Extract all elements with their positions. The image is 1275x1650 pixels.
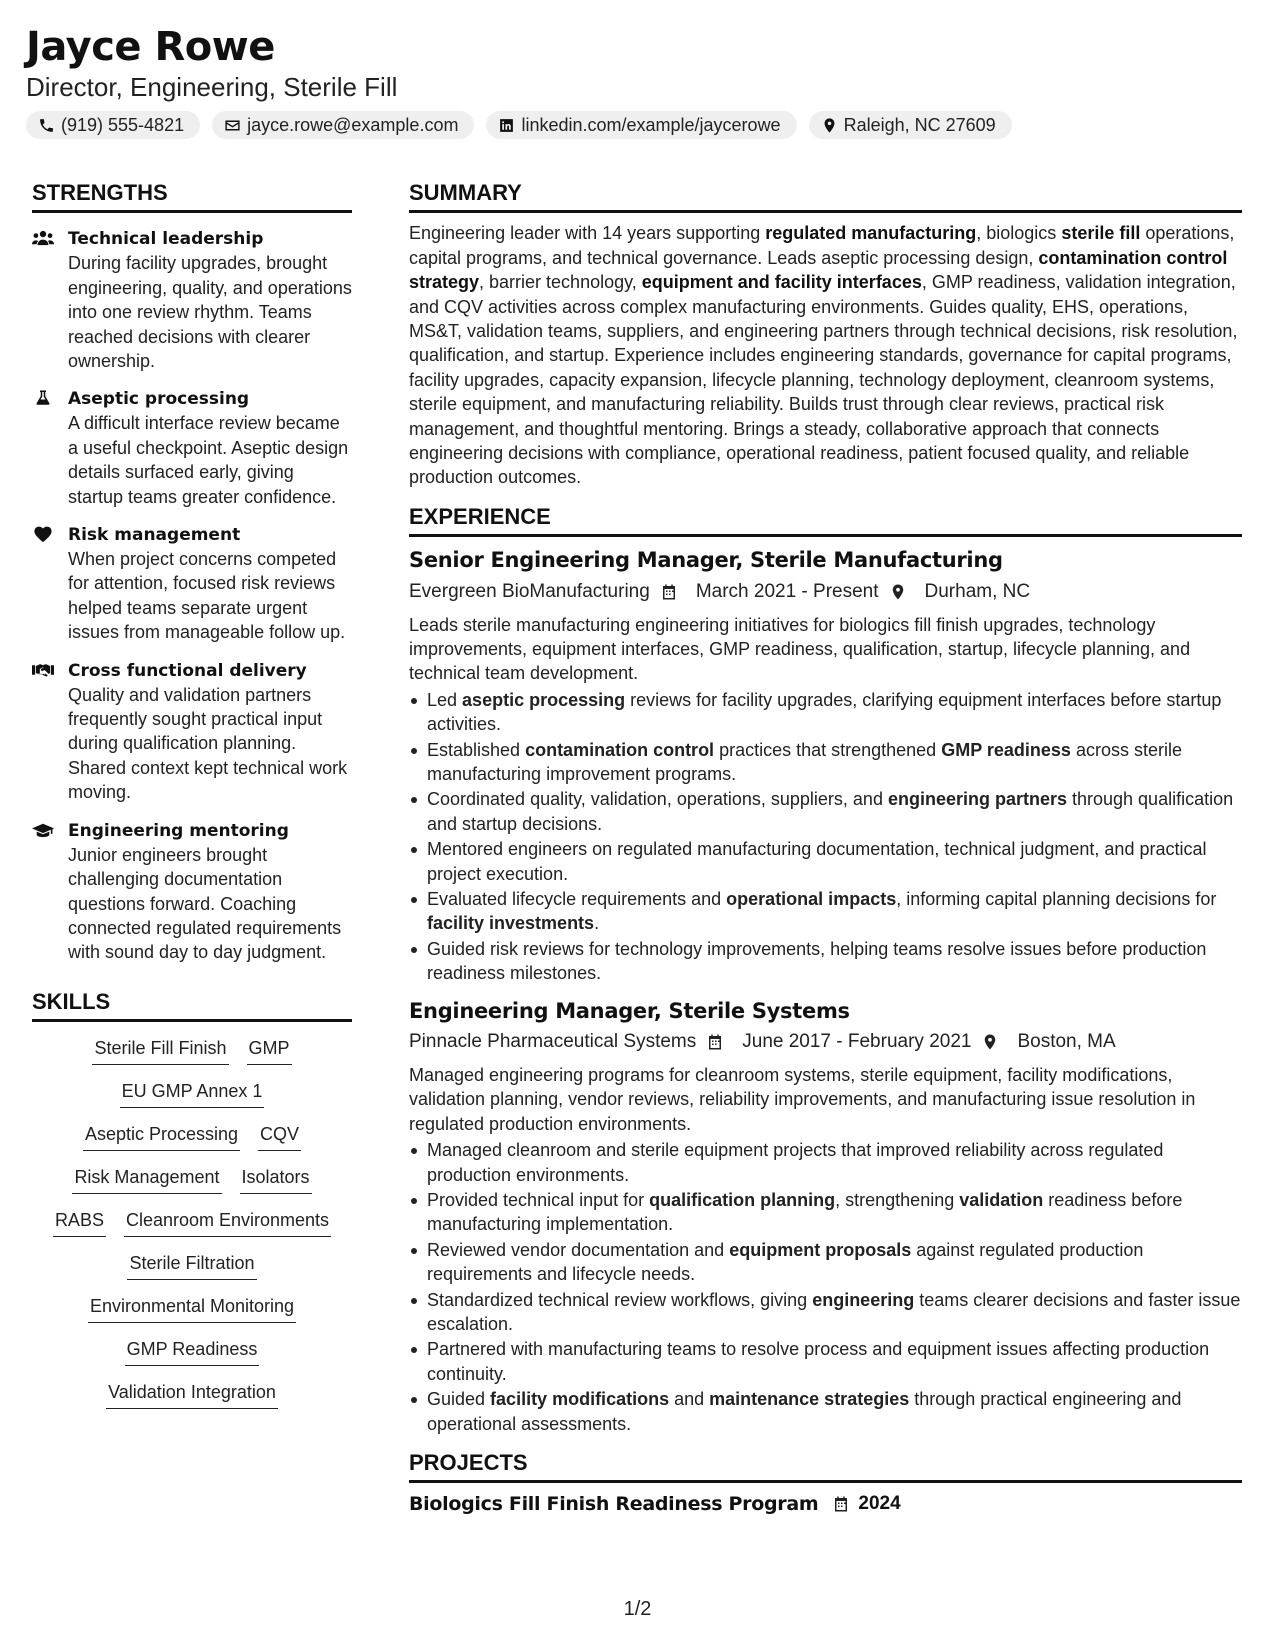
job-bullet: Led aseptic processing reviews for facility upgrades, clarifying equipment interfaces before startup activities. (409, 688, 1242, 737)
summary-text: Engineering leader with 14 years supporting regulated manufacturing, biologics sterile fill operations, capital programs, and technical governance. Leads aseptic processing design, contamination control strategy, barrier technology, equipment and facility interfaces, GMP readiness, validation integration, and CQV activities across complex manufacturing environments. Guides quality, EHS, operations, MS&T, validation teams, suppliers, and engineering partners through technical decisions, risk resolution, qualification, and startup. Experience includes engineering standards, governance for capital programs, facility upgrades, capacity expansion, lifecycle planning, technology deployment, cleanroom systems, sterile equipment, and manufacturing reliability. Builds trust through clear reviews, practical risk management, and thoughtful mentoring. Brings a steady, collaborative approach that connects engineering decisions with compliance, operational readiness, patient focused quality, and reliable production outcomes. (409, 223, 1238, 488)
strength-title: Aseptic processing (68, 389, 250, 410)
skill-tag: Environmental Monitoring (88, 1294, 296, 1323)
skill-tag: Sterile Fill Finish (92, 1036, 228, 1065)
job-company: Pinnacle Pharmaceutical Systems (409, 1030, 697, 1052)
job-bullet: Established contamination control practices that strengthened GMP readiness across sterile manufacturing improvement programs. (409, 738, 1242, 787)
skill-tag: Sterile Filtration (127, 1251, 256, 1280)
job-description: Leads sterile manufacturing engineering initiatives for biologics fill finish upgrades, technology improvements, equipment interfaces, GMP readiness, qualification, startup, lifecycle planning, and technical team development. (409, 614, 1191, 684)
job-entry (409, 547, 1242, 985)
email-text: jayce.rowe@example.com (247, 114, 459, 135)
job-title: Senior Engineering Manager, Sterile Manufacturing (409, 548, 1003, 573)
graduation-cap-icon (32, 821, 54, 839)
users-icon (32, 229, 54, 247)
job-meta (409, 1029, 1242, 1055)
skill-tag: RABS (53, 1208, 106, 1237)
phone-text: (919) 555-4821 (61, 114, 185, 135)
calendar-icon (706, 1033, 724, 1051)
job-entry (409, 998, 1242, 1436)
calendar-icon (660, 583, 678, 601)
job-bullet: Guided risk reviews for technology improvements, helping teams resolve issues before production readiness milestones. (409, 937, 1242, 986)
strength-item (32, 523, 352, 645)
skill-tag: Validation Integration (106, 1380, 278, 1409)
location-text: Raleigh, NC 27609 (843, 114, 996, 135)
strength-text: Quality and validation partners frequently sought practical input during qualification planning. Shared context kept technical work moving. (68, 684, 348, 803)
project-year: 2024 (858, 1493, 901, 1515)
skill-tag: EU GMP Annex 1 (120, 1079, 265, 1108)
project-name: Biologics Fill Finish Readiness Program (409, 1493, 819, 1516)
project-entry (409, 1493, 1242, 1515)
summary-heading: SUMMARY (409, 180, 1242, 213)
job-company: Evergreen BioManufacturing (409, 580, 650, 602)
contact-location[interactable] (809, 111, 1012, 139)
skills-list (32, 1036, 352, 1409)
strength-title: Cross functional delivery (68, 660, 307, 681)
job-bullet: Coordinated quality, validation, operations, suppliers, and engineering partners through qualification and startup decisions. (409, 787, 1242, 836)
job-dates: March 2021 - Present (695, 580, 879, 602)
job-bullet: Evaluated lifecycle requirements and operational impacts, informing capital planning decisions for facility investments. (409, 887, 1242, 936)
job-bullet: Mentored engineers on regulated manufacturing documentation, technical judgment, and practical project execution. (409, 837, 1242, 886)
job-bullet: Guided facility modifications and maintenance strategies through practical engineering and operational assessments. (409, 1387, 1242, 1436)
page-number: 1/2 (623, 1598, 652, 1620)
experience-heading: EXPERIENCE (409, 504, 1242, 537)
skill-tag: Isolators (240, 1165, 312, 1194)
job-bullet: Standardized technical review workflows, giving engineering teams clearer decisions and faster issue escalation. (409, 1288, 1242, 1337)
phone-icon (38, 117, 55, 134)
linkedin-text: linkedin.com/example/jaycerowe (521, 114, 781, 135)
resume-header (26, 24, 1249, 139)
candidate-title: Director, Engineering, Sterile Fill (26, 72, 398, 102)
job-bullets (409, 1138, 1242, 1436)
strength-title: Technical leadership (68, 229, 264, 250)
job-bullet: Partnered with manufacturing teams to resolve process and equipment issues affecting production continuity. (409, 1337, 1242, 1386)
map-pin-icon (821, 117, 838, 134)
heart-icon (32, 525, 54, 543)
strength-title: Engineering mentoring (68, 820, 289, 841)
job-location: Durham, NC (924, 580, 1031, 602)
strength-item (32, 387, 352, 509)
contact-phone[interactable] (26, 111, 200, 139)
right-column (409, 180, 1242, 1515)
linkedin-icon (498, 117, 515, 134)
contact-bar (26, 111, 1249, 139)
calendar-icon (832, 1495, 850, 1513)
map-pin-icon (889, 583, 907, 601)
strength-text: When project concerns competed for attention, focused risk reviews helped teams separate urgent issues from manageable follow up. (68, 549, 346, 643)
job-bullets (409, 688, 1242, 986)
handshake-icon (32, 661, 54, 679)
map-pin-icon (981, 1033, 999, 1051)
skill-tag: Cleanroom Environments (124, 1208, 331, 1237)
envelope-icon (224, 117, 241, 134)
flask-icon (32, 389, 54, 407)
left-column (32, 180, 352, 1409)
job-description: Managed engineering programs for cleanroom systems, sterile equipment, facility modifications, validation planning, vendor reviews, reliability improvements, and manufacturing issue resolution in regulated production environments. (409, 1064, 1196, 1134)
strength-text: A difficult interface review became a useful checkpoint. Aseptic design details surfaced early, giving startup teams greater confidence. (68, 413, 349, 507)
job-bullet: Provided technical input for qualification planning, strengthening validation readiness before manufacturing implementation. (409, 1188, 1242, 1237)
strength-text: During facility upgrades, brought engineering, quality, and operations into one review rhythm. Teams reached decisions with clearer ownership. (68, 253, 352, 372)
skill-tag: GMP (247, 1036, 292, 1065)
job-bullet: Reviewed vendor documentation and equipment proposals against regulated production requirements and lifecycle needs. (409, 1238, 1242, 1287)
strength-item (32, 227, 352, 373)
job-meta (409, 579, 1242, 605)
skill-tag: GMP Readiness (125, 1337, 260, 1366)
skill-tag: CQV (258, 1122, 301, 1151)
job-dates: June 2017 - February 2021 (742, 1030, 972, 1052)
job-bullet: Managed cleanroom and sterile equipment projects that improved reliability across regulated production environments. (409, 1138, 1242, 1187)
job-title: Engineering Manager, Sterile Systems (409, 998, 850, 1023)
strength-text: Junior engineers brought challenging documentation questions forward. Coaching connected regulated requirements with sound day to day judgment. (68, 844, 342, 963)
candidate-name: Jayce Rowe (26, 24, 275, 70)
skill-tag: Aseptic Processing (83, 1122, 240, 1151)
skill-tag: Risk Management (72, 1165, 221, 1194)
strength-title: Risk management (68, 525, 241, 546)
strength-item (32, 819, 352, 965)
contact-linkedin[interactable] (486, 111, 796, 139)
strengths-heading: STRENGTHS (32, 180, 352, 213)
contact-email[interactable] (212, 111, 474, 139)
projects-heading: PROJECTS (409, 1450, 1242, 1483)
job-location: Boston, MA (1017, 1030, 1116, 1052)
strength-item (32, 659, 352, 805)
skills-heading: SKILLS (32, 989, 352, 1022)
